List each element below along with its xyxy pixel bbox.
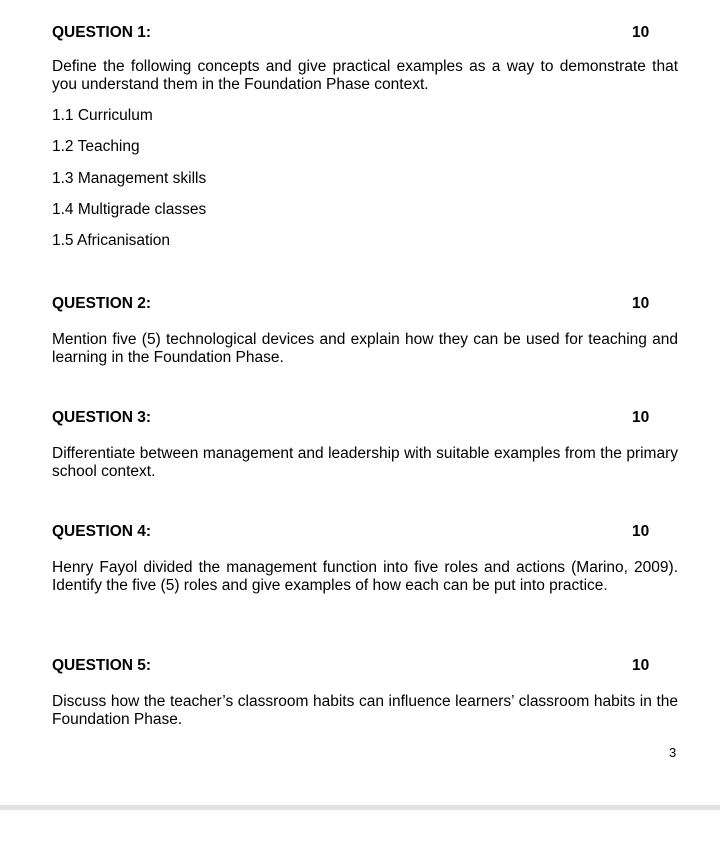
question-1-item-5: 1.5 Africanisation (52, 232, 171, 249)
question-1-item-1: 1.1 Curriculum (52, 107, 153, 124)
question-3-body: Differentiate between management and leadership with suitable examples from the primary school context. (52, 445, 678, 480)
question-3 (52, 409, 678, 481)
question-4-body: Henry Fayol divided the management function into five roles and actions (Marino, 2009). Identify the five (5) roles and give examples of how each can be put into practice. (52, 559, 678, 594)
question-2-body: Mention five (5) technological devices and explain how they can be used for teaching and learning in the Foundation Phase. (52, 331, 678, 366)
question-1-item-3: 1.3 Management skills (52, 170, 207, 187)
question-2-marks: 10 (632, 295, 650, 312)
question-2-title: QUESTION 2: (52, 295, 152, 312)
question-5-title: QUESTION 5: (52, 657, 152, 674)
page-number: 3 (669, 745, 677, 760)
question-2 (52, 295, 678, 367)
question-4-header (52, 523, 678, 543)
question-3-marks: 10 (632, 409, 650, 426)
question-1-title: QUESTION 1: (52, 24, 152, 41)
question-1 (52, 24, 678, 94)
question-3-header (52, 409, 678, 429)
question-5 (52, 657, 678, 729)
question-4 (52, 523, 678, 595)
question-5-body: Discuss how the teacher’s classroom habits can influence learners’ classroom habits in the Foundation Phase. (52, 693, 678, 728)
question-5-marks: 10 (632, 657, 650, 674)
question-4-marks: 10 (632, 523, 650, 540)
question-1-body: Define the following concepts and give practical examples as a way to demonstrate that you understand them in the Foundation Phase context. (52, 58, 678, 93)
question-1-item-4: 1.4 Multigrade classes (52, 201, 207, 218)
question-1-item-2: 1.2 Teaching (52, 138, 140, 155)
question-3-title: QUESTION 3: (52, 409, 152, 426)
question-1-marks: 10 (632, 24, 650, 41)
question-2-header (52, 295, 678, 315)
question-4-title: QUESTION 4: (52, 523, 152, 540)
page-separator (0, 805, 720, 810)
question-1-header (52, 24, 678, 44)
question-5-header (52, 657, 678, 677)
